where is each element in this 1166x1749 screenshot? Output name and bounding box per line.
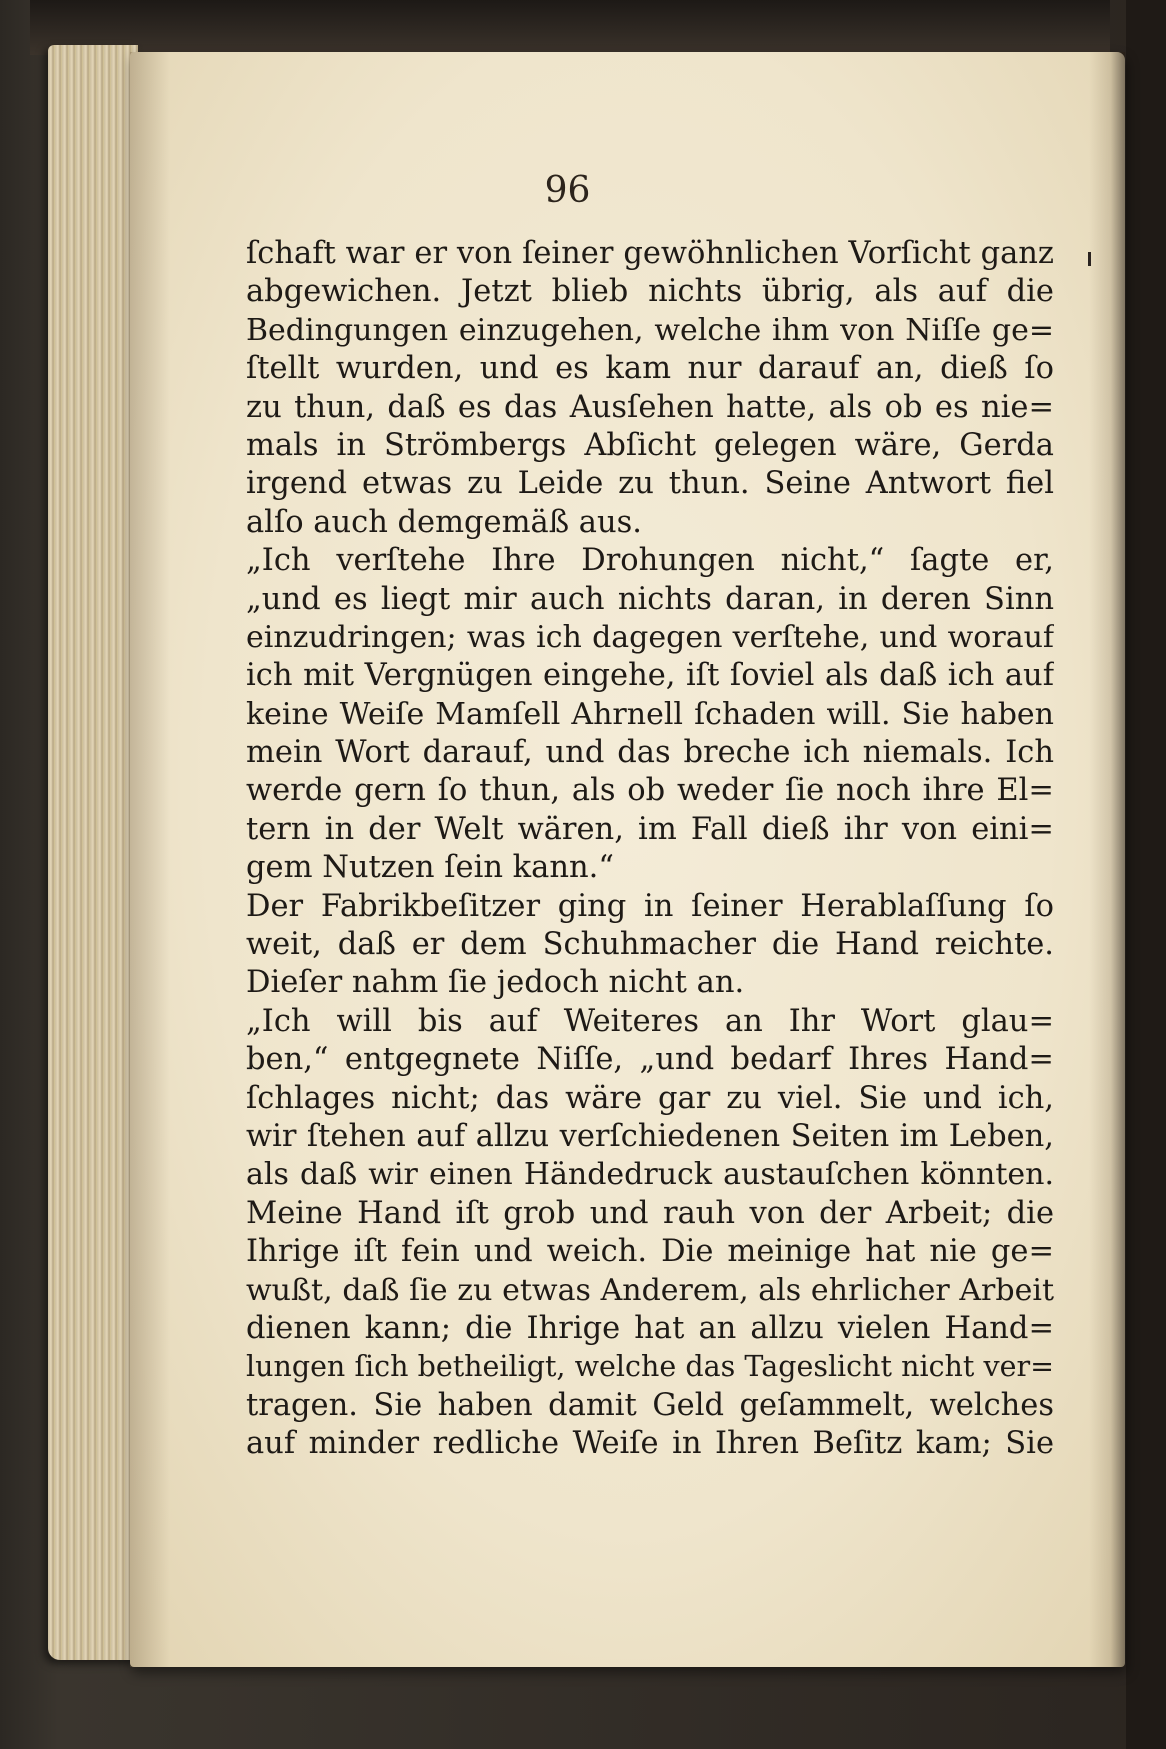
text-line: mals in Strömbergs Abſicht gelegen wäre, Gerda — [246, 427, 1054, 463]
text-line: tragen. Sie haben damit Geld geſammelt, welches — [246, 1387, 1054, 1423]
book-cover-top — [30, 0, 1110, 55]
text-line: Dieſer nahm ſie jedoch nicht an. — [246, 965, 745, 1001]
text-line: Meine Hand iſt grob und rauh von der Arbeit; die — [246, 1195, 1054, 1231]
page-shadow — [130, 52, 170, 1667]
book-page — [130, 52, 1125, 1667]
text-line: ben,“ entgegnete Niſſe, „und bedarf Ihres Hand= — [246, 1042, 1054, 1078]
text-line: einzudringen; was ich dagegen verſtehe, und worauf — [246, 619, 1054, 655]
text-line: abgewichen. Jetzt blieb nichts übrig, als auf die — [246, 274, 1054, 310]
text-line: auf minder redliche Weiſe in Ihren Beſitz kam; Sie — [246, 1426, 1054, 1462]
text-line: Bedingungen einzugehen, welche ihm von Niſſe ge= — [246, 312, 1054, 348]
text-line: werde gern ſo thun, als ob weder ſie noch ihre El= — [246, 773, 1054, 809]
text-line: ich mit Vergnügen eingehe, iſt ſoviel als daß ich auf — [246, 658, 1054, 694]
body-text — [246, 235, 1054, 1464]
text-line: keine Weiſe Mamſell Ahrnell ſchaden will. Sie haben — [246, 696, 1054, 732]
text-line: alſo auch demgemäß aus. — [246, 504, 642, 540]
text-line: weit, daß er dem Schuhmacher die Hand reichte. — [246, 927, 1054, 963]
text-line: irgend etwas zu Leide zu thun. Seine Antwort fiel — [246, 466, 1054, 502]
text-line: wußt, daß ſie zu etwas Anderem, als ehrlicher Arbeit — [246, 1272, 1054, 1308]
text-line: „Ich verſtehe Ihre Drohungen nicht,“ ſagte er, — [246, 543, 1054, 579]
page-number: 96 — [544, 170, 591, 211]
page-edges — [48, 45, 138, 1660]
text-line: tern in der Welt wären, im Fall dieß ihr von eini= — [246, 811, 1054, 847]
text-line: mein Wort darauf, und das breche ich niemals. Ich — [246, 735, 1054, 771]
text-line: „Ich will bis auf Weiteres an Ihr Wort glau= — [246, 1003, 1054, 1039]
text-line: ſchaft war er von ſeiner gewöhnlichen Vorſicht ganz — [246, 236, 1054, 271]
text-line: zu thun, daß es das Ausſehen hatte, als ob es nie= — [246, 389, 1054, 425]
text-line: Ihrige iſt fein und weich. Die meinige hat nie ge= — [246, 1234, 1054, 1270]
text-line: als daß wir einen Händedruck austauſchen könnten. — [246, 1157, 1054, 1193]
text-line: ſchlages nicht; das wäre gar zu viel. Sie und ich, — [246, 1080, 1054, 1116]
text-line: dienen kann; die Ihrige hat an allzu vielen Hand= — [246, 1310, 1054, 1346]
margin-mark — [1088, 252, 1091, 266]
page-gutter — [1089, 52, 1125, 1667]
text-line: „und es liegt mir auch nichts daran, in deren Sinn — [246, 581, 1054, 617]
book-cover-right — [1126, 0, 1166, 1749]
text-line: Der Fabrikbeſitzer ging in ſeiner Herablaſſung ſo — [246, 888, 1054, 924]
text-line: gem Nutzen ſein kann.“ — [246, 850, 614, 886]
text-line: lungen ſich betheiligt, welche das Tageslicht nicht ver= — [246, 1350, 1054, 1384]
text-line: ſtellt wurden, und es kam nur darauf an, dieß ſo — [246, 351, 1054, 387]
text-line: wir ſtehen auf allzu verſchiedenen Seiten im Leben, — [246, 1118, 1054, 1154]
